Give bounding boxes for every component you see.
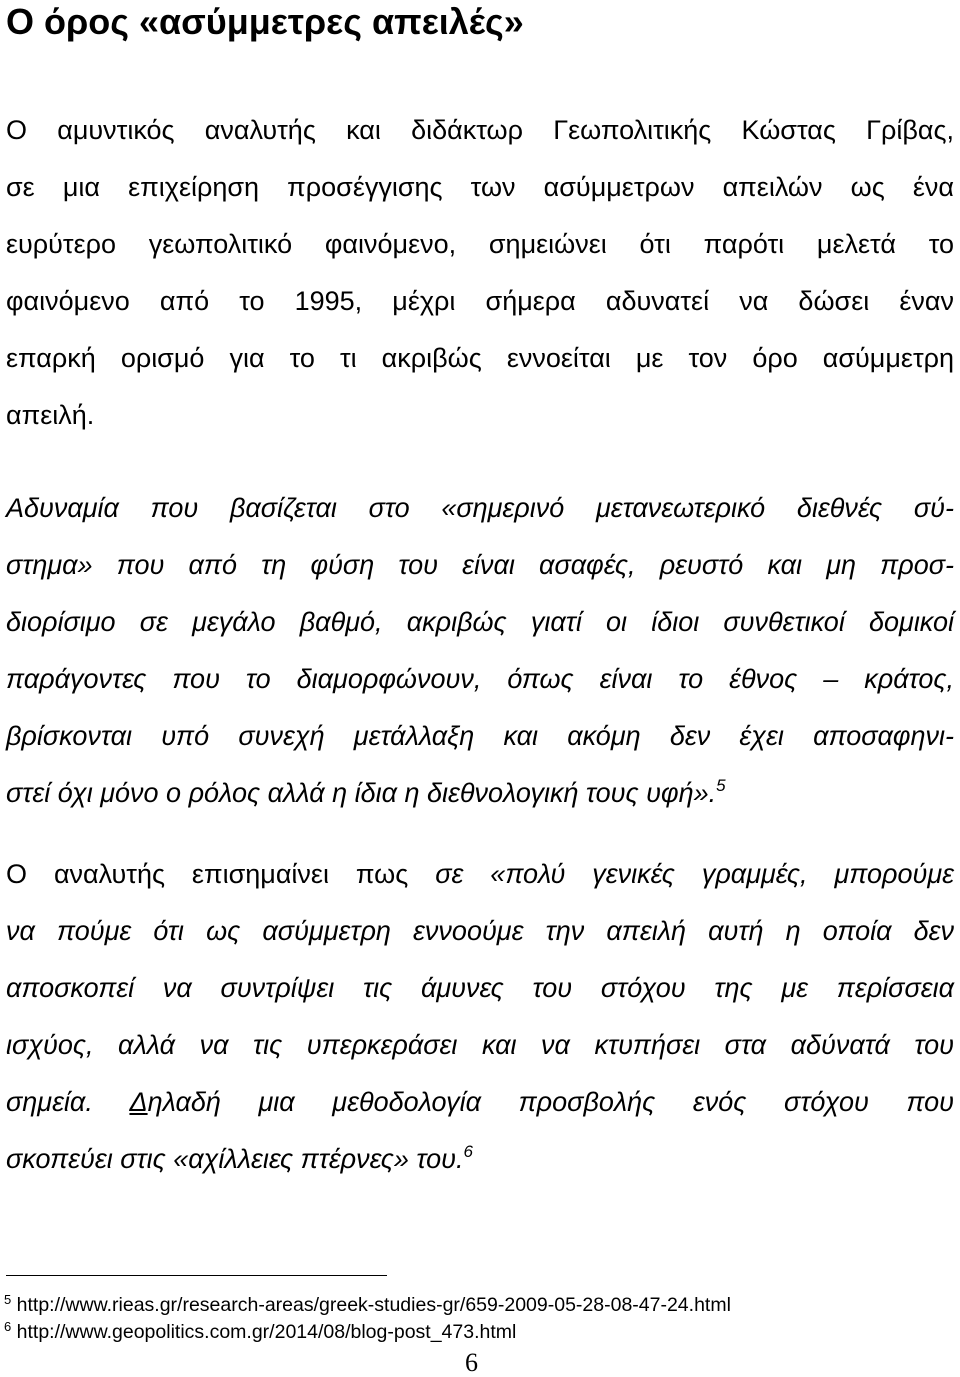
text-start: σημεία. xyxy=(6,1087,130,1117)
text-line: να πούμε ότι ως ασύμμετρη εννοούμε την απειλή αυτή η οποία δεν xyxy=(6,916,954,946)
text-line: επαρκή ορισμό για το τι ακριβώς εννοείται με τον όρο ασύμμετρη xyxy=(6,343,954,373)
text-line: σε μια επιχείρηση προσέγγισης των ασύμμετρων απειλών ως ένα xyxy=(6,172,954,202)
paragraph-quote xyxy=(6,480,954,822)
page-number: 6 xyxy=(465,1348,478,1377)
section-title: Ο όρος «ασύμμετρες απειλές» xyxy=(6,1,524,42)
text-line-last xyxy=(6,765,954,822)
footnote-ref-5[interactable]: 5 xyxy=(716,776,726,795)
footnote-5 xyxy=(4,1293,731,1317)
text-plain: Ο αναλυτής επισημαίνει πως xyxy=(6,859,436,889)
paragraph-analysis xyxy=(6,846,954,1188)
text-line: παράγοντες που το διαμορφώνουν, όπως είναι το έθνος – κράτος, xyxy=(6,664,954,694)
text-italic: σε «πολύ γενικές γραμμές, μπορούμε xyxy=(435,859,954,889)
underlined-letter: Δ xyxy=(129,1087,148,1117)
text-line-content: σκοπεύει στις «αχίλλειες πτέρνες» του. xyxy=(6,1144,464,1174)
footnote-number: 6 xyxy=(4,1319,12,1334)
text-line: διορίσιμο σε μεγάλο βαθμό, ακριβώς γιατί οι ίδιοι συνθετικοί δομικοί xyxy=(6,607,954,637)
footnote-6 xyxy=(4,1320,516,1344)
footnote-link[interactable]: http://www.rieas.gr/research-areas/greek-studies-gr/659-2009-05-28-08-47-24.html xyxy=(16,1294,731,1316)
text-line-5 xyxy=(6,1074,954,1131)
text-line: Αδυναμία που βασίζεται στο «σημερινό μετανεωτερικό διεθνές σύ- xyxy=(6,493,954,523)
text-line: ισχύος, αλλά να τις υπερκεράσει και να κτυπήσει στα αδύνατά του xyxy=(6,1030,954,1060)
text-line: απειλή. xyxy=(6,400,95,430)
text-line: Ο αμυντικός αναλυτής και διδάκτωρ Γεωπολιτικής Κώστας Γρίβας, xyxy=(6,115,954,145)
text-line: βρίσκονται υπό συνεχή μετάλλαξη και ακόμη δεν έχει αποσαφηνι- xyxy=(6,721,954,751)
text-line: φαινόμενο από το 1995, μέχρι σήμερα αδυνατεί να δώσει έναν xyxy=(6,286,954,316)
text-rest: ηλαδή μια μεθοδολογία προσβολής ενός στόχου που xyxy=(147,1087,954,1117)
footnote-number: 5 xyxy=(4,1292,12,1307)
footnote-ref-6[interactable]: 6 xyxy=(463,1142,473,1161)
footnote-separator xyxy=(6,1275,387,1276)
text-line: στημα» που από τη φύση του είναι ασαφές, ρευστό και μη προσ- xyxy=(6,550,954,580)
footnote-link[interactable]: http://www.geopolitics.com.gr/2014/08/blog-post_473.html xyxy=(16,1321,517,1343)
text-line-last xyxy=(6,1131,954,1188)
text-line-first xyxy=(6,846,954,903)
text-line: αποσκοπεί να συντρίψει τις άμυνες του στόχου της με περίσσεια xyxy=(6,973,954,1003)
text-line: ευρύτερο γεωπολιτικό φαινόμενο, σημειώνει ότι παρότι μελετά το xyxy=(6,229,954,259)
text-line-content: στεί όχι μόνο ο ρόλος αλλά η ίδια η διεθνολογική τους υφή». xyxy=(6,778,717,808)
paragraph-intro xyxy=(6,102,954,444)
